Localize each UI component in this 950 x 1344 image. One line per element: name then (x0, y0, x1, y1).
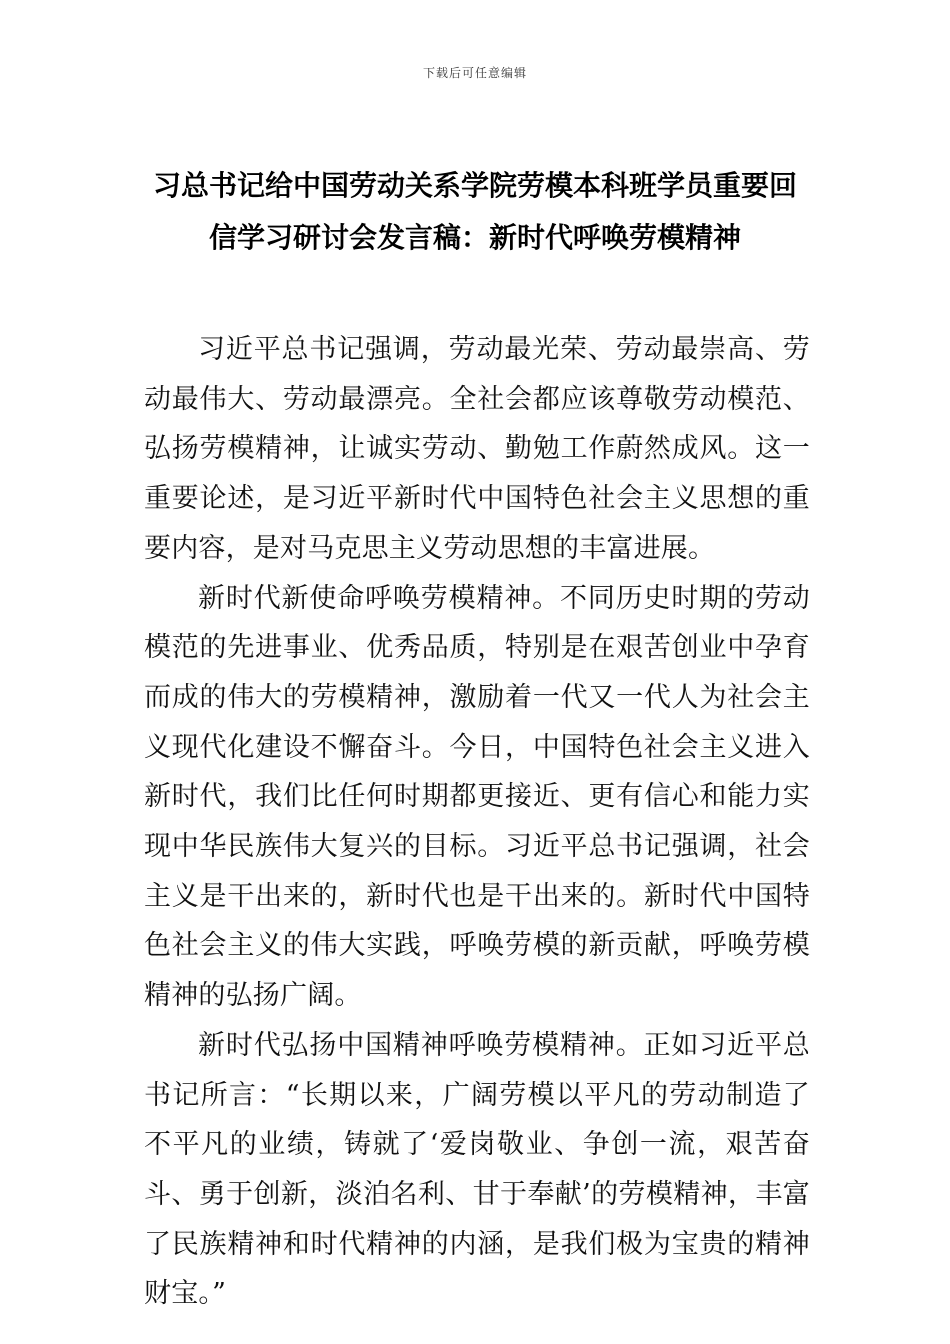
title-line-1: 习总书记给中国劳动关系学院劳模本科班学员重要回 (152, 169, 797, 202)
paragraph-1: 习近平总书记强调，劳动最光荣、劳动最崇高、劳动最伟大、劳动最漂亮。全社会都应该尊敬劳动模范、弘扬劳模精神，让诚实劳动、勤勉工作蔚然成风。这一重要论述，是习近平新时代中国特色社会主义思想的重要内容，是对马克思主义劳动思想的丰富进展。 (144, 334, 810, 564)
paragraph-3: 新时代弘扬中国精神呼唤劳模精神。正如习近平总书记所言：“长期以来，广阔劳模以平凡的劳动制造了不平凡的业绩，铸就了‘爱岗敬业、争创一流，艰苦奋斗、勇于创新，淡泊名利、甘于奉献’的劳模精神，丰富了民族精神和时代精神的内涵，是我们极为宝贵的精神财宝。” (144, 1029, 810, 1310)
header-note: 下载后可任意编辑 (422, 66, 527, 80)
document-body (144, 325, 810, 1319)
title-line-2: 信学习研讨会发言稿：新时代呼唤劳模精神 (208, 221, 741, 254)
paragraph-2: 新时代新使命呼唤劳模精神。不同历史时期的劳动模范的先进事业、优秀品质，特别是在艰苦创业中孕育而成的伟大的劳模精神，激励着一代又一代人为社会主义现代化建设不懈奋斗。今日，中国特色社会主义进入新时代，我们比任何时期都更接近、更有信心和能力实现中华民族伟大复兴的目标。习近平总书记强调，社会主义是干出来的，新时代也是干出来的。新时代中国特色社会主义的伟大实践，呼唤劳模的新贡献，呼唤劳模精神的弘扬广阔。 (144, 582, 810, 1012)
document-title (130, 160, 820, 264)
